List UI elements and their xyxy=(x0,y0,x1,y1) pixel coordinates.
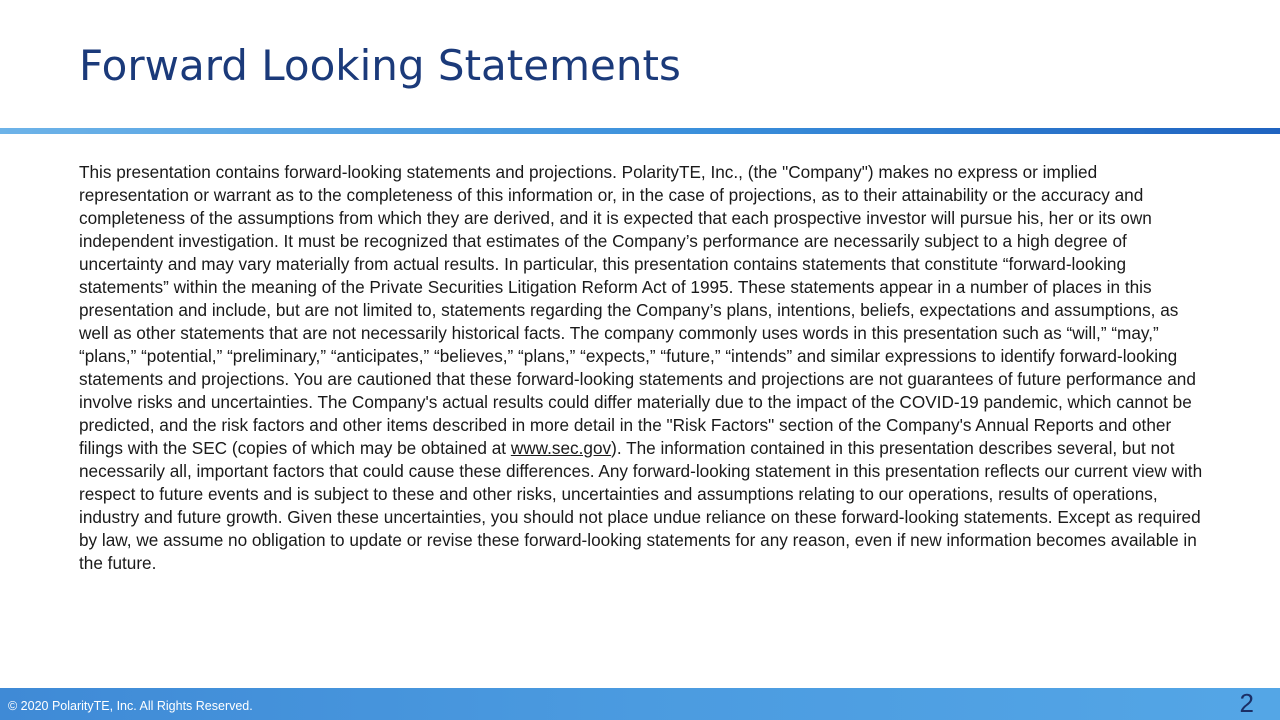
slide-title: Forward Looking Statements xyxy=(79,41,681,90)
page-number: 2 xyxy=(1239,688,1254,718)
disclaimer-text-part-1: This presentation contains forward-looking statements and projections. PolarityTE, Inc., (the "Company") makes no express or implied representation or warrant as to the completeness of this information or, in the case of projections, as to their attainability or the accuracy and completeness of the assumptions from which they are derived, and it is expected that each prospective investor will pursue his, her or its own independent investigation. It must be recognized that estimates of the Company’s performance are necessarily subject to a high degree of uncertainty and may vary materially from actual results. In particular, this presentation contains statements that constitute “forward-looking statements” within the meaning of the Private Securities Litigation Reform Act of 1995. These statements appear in a number of places in this presentation and include, but are not limited to, statements regarding the Company’s plans, intentions, beliefs, expectations and assumptions, as well as other statements that are not necessarily historical facts. The company commonly uses words in this presentation such as “will,” “may,” “plans,” “potential,” “preliminary,” “anticipates,” “believes,” “plans,” “expects,” “future,” “intends” and similar expressions to identify forward-looking statements and projections. You are cautioned that these forward-looking statements and projections are not guarantees of future performance and involve risks and uncertainties. The Company's actual results could differ materially due to the impact of the COVID-19 pandemic, which cannot be predicted, and the risk factors and other items described in more detail in the "Risk Factors" section of the Company's Annual Reports and other filings with the SEC (copies of which may be obtained at xyxy=(79,162,1196,458)
sec-website-link[interactable]: www.sec.gov xyxy=(510,438,612,458)
disclaimer-paragraph xyxy=(79,161,1209,575)
copyright-notice: © 2020 PolarityTE, Inc. All Rights Reserved. xyxy=(8,699,253,713)
disclaimer-text-part-2: ). The information contained in this presentation describes several, but not necessarily all, important factors that could cause these differences. Any forward-looking statement in this presentation reflects our current view with respect to future events and is subject to these and other risks, uncertainties and assumptions relating to our operations, results of operations, industry and future growth. Given these uncertainties, you should not place undue reliance on these forward-looking statements. Except as required by law, we assume no obligation to update or revise these forward-looking statements for any reason, even if new information becomes available in the future. xyxy=(79,438,1203,573)
title-divider xyxy=(0,128,1280,134)
